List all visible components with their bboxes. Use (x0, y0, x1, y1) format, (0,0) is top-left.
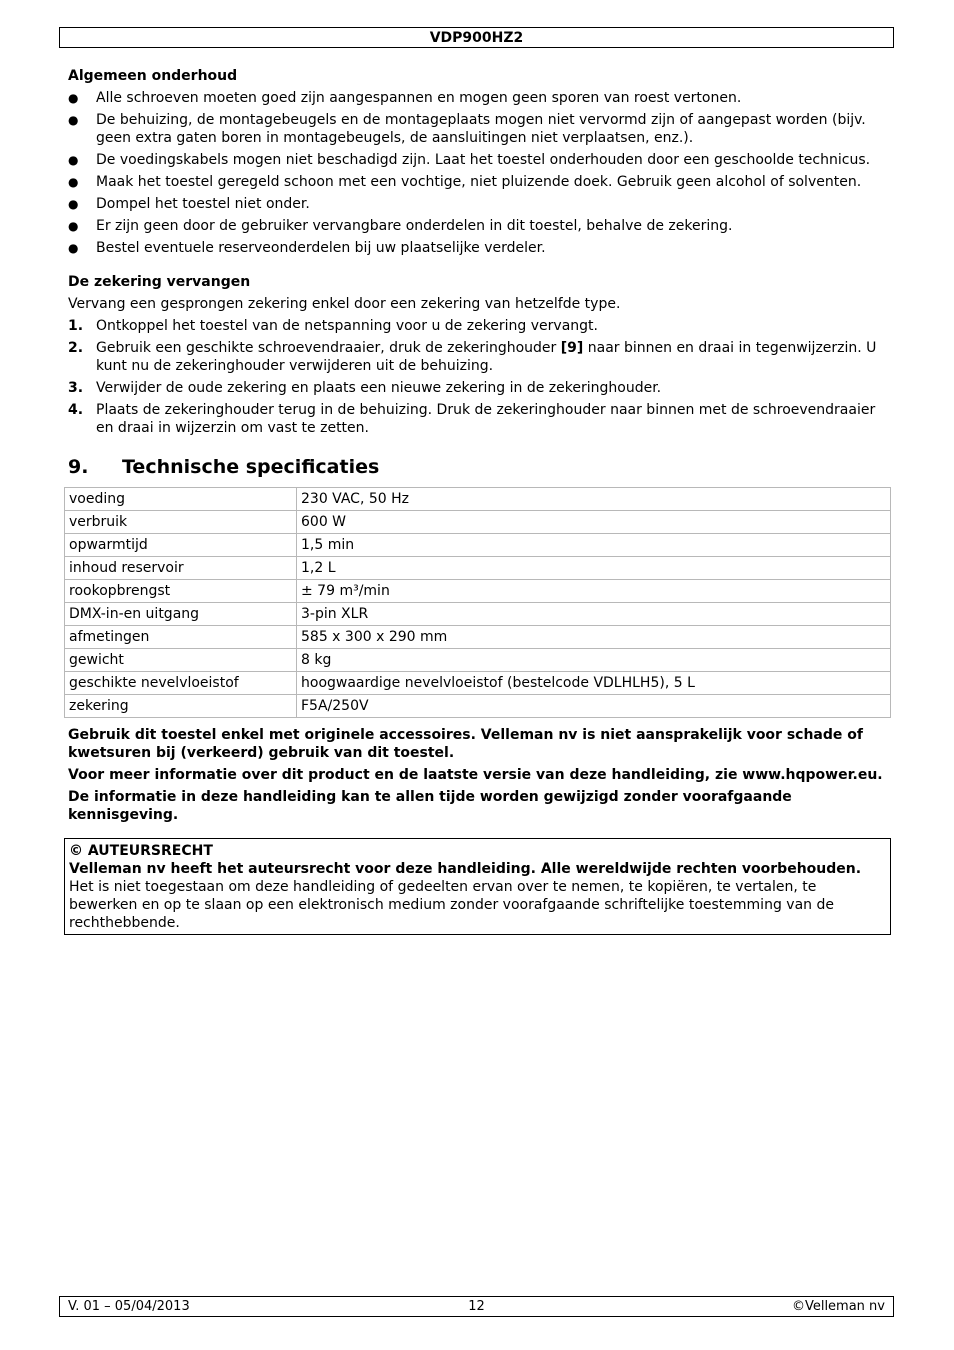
notice-more-info: Voor meer informatie over dit product en de laatste versie van deze handleiding, zie www.hqpower.eu. (68, 767, 883, 783)
copyright-title: © AUTEURSRECHT (69, 843, 213, 859)
list-item: 4. Plaats de zekeringhouder terug in de behuizing. Druk de zekeringhouder naar binnen met de schroevendraaier en draai in wijzerzin om vast te zetten. (68, 402, 876, 436)
notice-accessories: Gebruik dit toestel enkel met originele accessoires. Velleman nv is niet aansprakelijk voor schade of kwetsuren bij (verkeerd) gebruik van dit toestel. (68, 727, 863, 761)
document-body (68, 67, 890, 935)
bullet-icon: ● (68, 113, 79, 127)
bullet-icon: ● (68, 241, 79, 255)
table-row: opwarmtijd 1,5 min (65, 534, 891, 557)
copyright-box (64, 838, 891, 935)
notice-changes: De informatie in deze handleiding kan te allen tijde worden gewijzigd zonder voorafgaande kennisgeving. (68, 789, 792, 823)
bullet-icon: ● (68, 91, 79, 105)
specs-table (64, 487, 891, 718)
list-item: ● Bestel eventuele reserveonderdelen bij uw plaatselijke verdeler. (68, 240, 546, 256)
fuse-heading: De zekering vervangen (68, 274, 251, 290)
table-row: afmetingen 585 x 300 x 290 mm (65, 626, 891, 649)
list-item: ● Alle schroeven moeten goed zijn aangespannen en mogen geen sporen van roest vertonen. (68, 90, 742, 106)
list-item: ● De behuizing, de montagebeugels en de montageplaats mogen niet vervormd zijn of aangepast worden (bijv. geen extra gaten boren in montagebeugels, de aansluitingen niet verplaatsen, enz.). (68, 112, 866, 146)
model-title: VDP900HZ2 (429, 30, 524, 46)
maintenance-list (68, 89, 890, 257)
bullet-icon: ● (68, 219, 79, 233)
page-header (59, 27, 894, 48)
table-row: verbruik 600 W (65, 511, 891, 534)
list-item: ● Dompel het toestel niet onder. (68, 196, 310, 212)
figure-reference: [9] (560, 340, 584, 356)
bullet-icon: ● (68, 175, 79, 189)
list-item: 1. Ontkoppel het toestel van de netspanning voor u de zekering vervangt. (68, 318, 598, 334)
fuse-steps (68, 317, 890, 437)
list-item: ● Maak het toestel geregeld schoon met een vochtige, niet pluizende doek. Gebruik geen alcohol of solventen. (68, 174, 862, 190)
table-row: rookopbrengst ± 79 m³/min (65, 580, 891, 603)
company-label: ©Velleman nv (791, 1299, 885, 1314)
table-row: DMX-in-en uitgang 3-pin XLR (65, 603, 891, 626)
page-footer (59, 1296, 894, 1317)
table-row: geschikte nevelvloeistof hoogwaardige nevelvloeistof (bestelcode VDLHLH5), 5 L (65, 672, 891, 695)
bullet-icon: ● (68, 153, 79, 167)
section-heading: 9. Technische specificaties (68, 456, 380, 478)
list-item: 3. Verwijder de oude zekering en plaats een nieuwe zekering in de zekeringhouder. (68, 380, 662, 396)
page-number: 12 (468, 1299, 485, 1314)
table-row: gewicht 8 kg (65, 649, 891, 672)
list-item: 2. Gebruik een geschikte schroevendraaier, druk de zekeringhouder [9] naar binnen en draai in tegenwijzerzin. U kunt nu de zekeringhouder verwijderen uit de behuizing. (68, 340, 877, 374)
list-item: ● De voedingskabels mogen niet beschadigd zijn. Laat het toestel onderhouden door een geschoolde technicus. (68, 152, 871, 168)
copyright-statement: Velleman nv heeft het auteursrecht voor deze handleiding. Alle wereldwijde rechten voorbehouden. (69, 861, 862, 877)
table-row: inhoud reservoir 1,2 L (65, 557, 891, 580)
maintenance-heading: Algemeen onderhoud (68, 68, 238, 84)
bullet-icon: ● (68, 197, 79, 211)
table-row: zekering F5A/250V (65, 695, 891, 718)
table-row: voeding 230 VAC, 50 Hz (65, 488, 891, 511)
fuse-intro: Vervang een gesprongen zekering enkel door een zekering van hetzelfde type. (68, 296, 621, 312)
copyright-text: Het is niet toegestaan om deze handleiding of gedeelten ervan over te nemen, te kopiëren, te vertalen, te bewerken en op te slaan op een elektronisch medium zonder voorafgaande schriftelijke toestemming van de rechthebbende. (69, 879, 834, 931)
list-item: ● Er zijn geen door de gebruiker vervangbare onderdelen in dit toestel, behalve de zekering. (68, 218, 733, 234)
version-label: V. 01 – 05/04/2013 (68, 1299, 190, 1314)
